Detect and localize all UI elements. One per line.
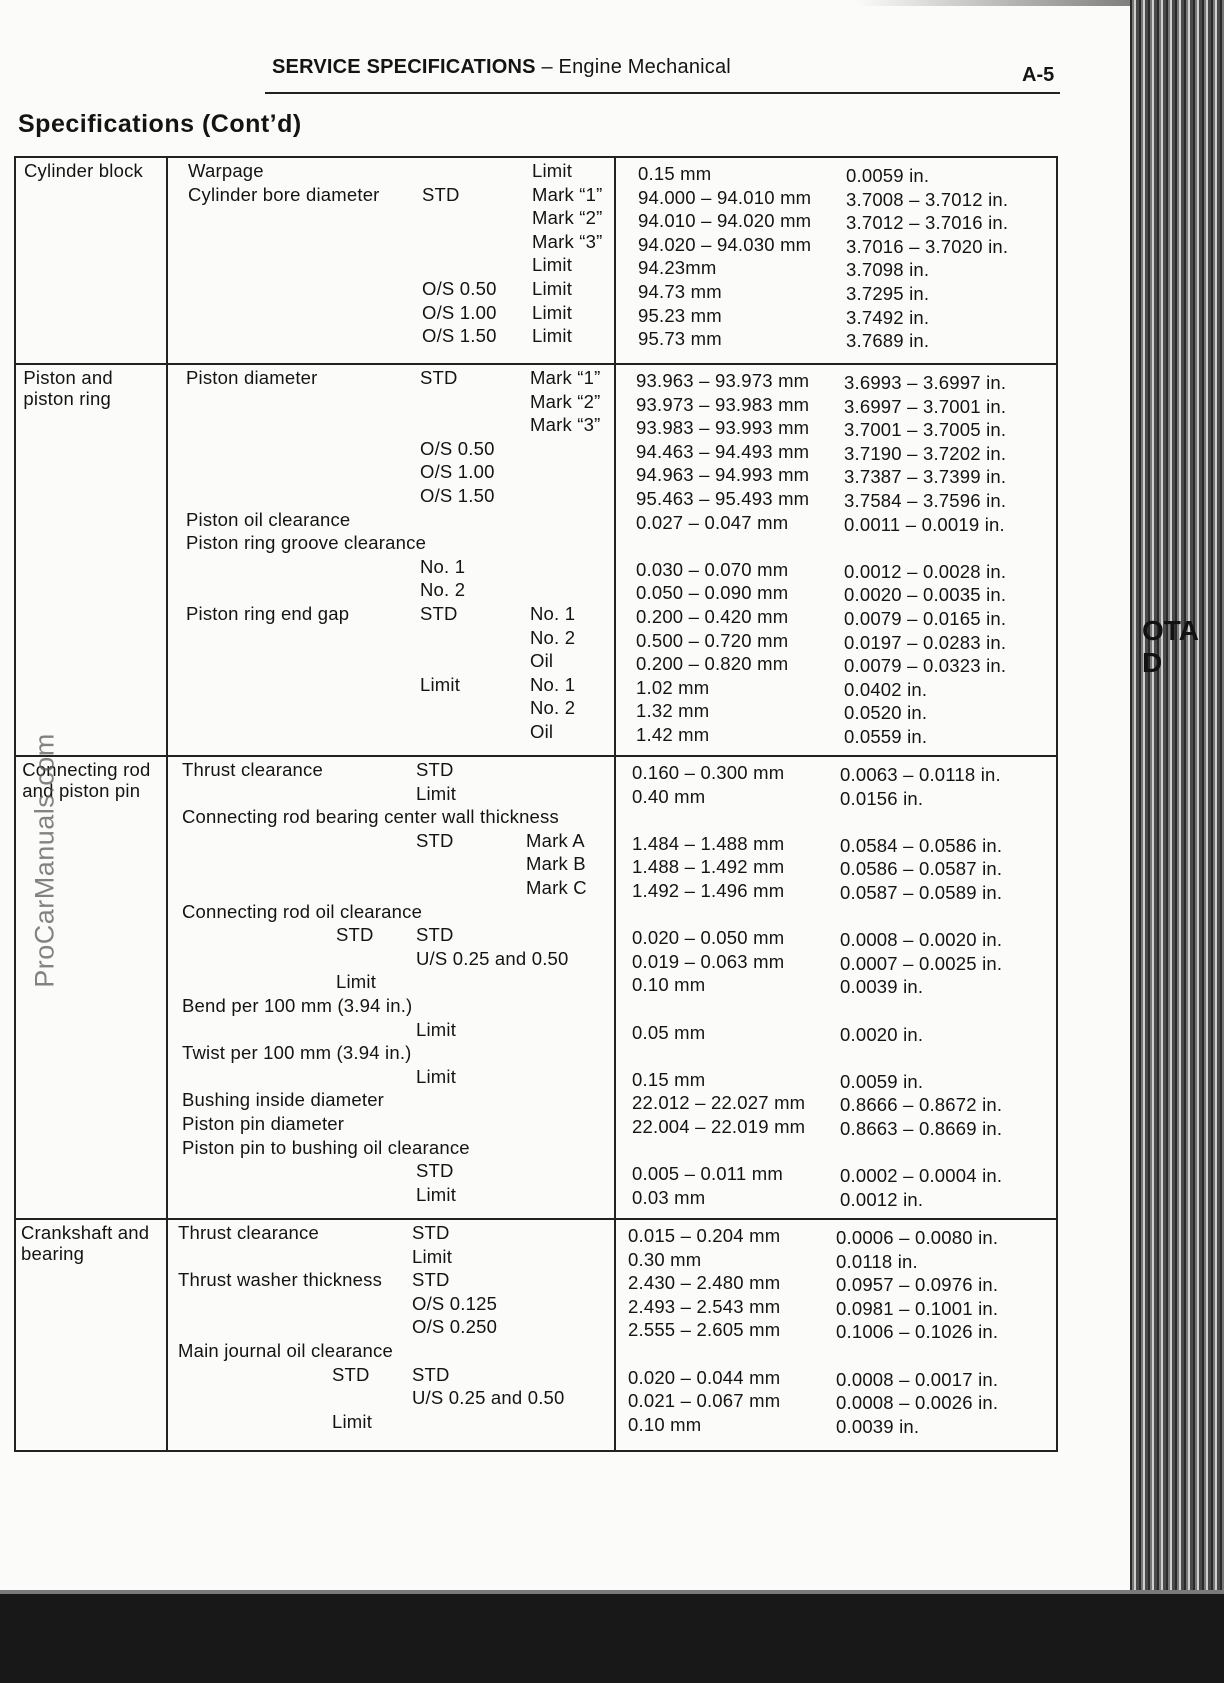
spec-value-in: 0.0587 – 0.0589 in. — [840, 882, 1003, 903]
edge-text-1: OTA — [1142, 615, 1200, 646]
spec-value-mm: 94.73 mm — [638, 281, 722, 302]
spec-value-mm: 95.23 mm — [638, 304, 722, 326]
section-divider — [14, 1218, 1058, 1220]
spec-value-in: 3.7016 – 3.7020 in. — [846, 235, 1009, 257]
spec-value-in: 3.6997 – 3.7001 in. — [844, 395, 1007, 417]
spec-value-mm: 1.492 – 1.496 mm — [632, 880, 785, 901]
spec-item: Main journal oil clearance — [178, 1340, 393, 1361]
spec-value-in: 0.0981 – 0.1001 in. — [836, 1297, 999, 1319]
section-divider — [14, 755, 1058, 757]
spec-value-in: 0.1006 – 0.1026 in. — [836, 1321, 999, 1343]
spec-value-in: 0.0559 in. — [844, 726, 928, 747]
spec-value-in: 3.7008 – 3.7012 in. — [846, 188, 1009, 210]
spec-sub-condition: Mark “2” — [532, 207, 603, 229]
spec-item: Twist per 100 mm (3.94 in.) — [182, 1042, 412, 1064]
spec-value-mm: 93.963 – 93.973 mm — [636, 370, 810, 391]
spec-condition: O/S 0.50 — [422, 278, 497, 299]
spec-item: Bushing inside diameter — [182, 1089, 385, 1111]
spec-condition: Limit — [416, 1183, 457, 1205]
spec-condition: No. 2 — [420, 579, 466, 601]
spec-value-in: 3.7012 – 3.7016 in. — [846, 212, 1009, 234]
spec-value-in: 0.0011 – 0.0019 in. — [844, 513, 1005, 535]
spec-item: Piston ring groove clearance — [186, 532, 427, 554]
spec-value-mm: 94.000 – 94.010 mm — [638, 186, 812, 208]
spec-condition: STD — [416, 924, 454, 946]
spec-condition: Limit — [412, 1245, 453, 1267]
header-rule — [265, 92, 1060, 94]
spec-value-mm: 0.019 – 0.063 mm — [632, 950, 785, 972]
table-top-border — [14, 156, 1058, 158]
spec-item: Piston ring end gap — [186, 603, 350, 624]
spec-value-mm: 0.10 mm — [628, 1413, 702, 1435]
spec-sub-condition: Limit — [532, 278, 573, 299]
spec-value-mm: 0.200 – 0.420 mm — [636, 606, 789, 627]
section-label: Cylinder block — [24, 160, 143, 181]
spec-condition: O/S 0.125 — [412, 1292, 498, 1314]
spec-value-in: 0.0079 – 0.0165 in. — [844, 608, 1007, 629]
section-label: Crankshaft and — [21, 1222, 150, 1243]
spec-value-in: 0.0586 – 0.0587 in. — [840, 858, 1003, 880]
spec-value-in: 0.0957 – 0.0976 in. — [836, 1274, 999, 1296]
spec-value-in: 0.0584 – 0.0586 in. — [840, 834, 1003, 856]
spec-item: Piston diameter — [186, 367, 318, 388]
spec-value-mm: 0.015 – 0.204 mm — [628, 1225, 781, 1246]
section-label: piston ring — [23, 388, 111, 409]
spec-item: Piston oil clearance — [186, 508, 351, 530]
spec-item: Cylinder bore diameter — [188, 183, 380, 205]
spec-sub-condition: Limit — [532, 301, 573, 323]
spec-value-mm: 95.463 – 95.493 mm — [636, 488, 810, 509]
spec-condition: STD — [416, 829, 454, 851]
page-header-title — [272, 56, 731, 79]
spec-value-in: 3.7098 in. — [846, 259, 930, 281]
spec-value-mm: 94.963 – 94.993 mm — [636, 464, 810, 486]
spec-condition: U/S 0.25 and 0.50 — [412, 1387, 565, 1409]
spec-sub-condition: Mark “3” — [530, 414, 601, 436]
spec-value-mm: 1.488 – 1.492 mm — [632, 856, 785, 878]
spec-value-in: 0.8663 – 0.8669 in. — [840, 1118, 1003, 1139]
spec-item: Thrust clearance — [178, 1222, 319, 1243]
spec-condition: STD — [416, 1160, 454, 1182]
spec-value-mm: 1.32 mm — [636, 700, 710, 722]
spec-value-mm: 0.160 – 0.300 mm — [632, 762, 785, 783]
spec-sub-condition: Limit — [532, 325, 573, 347]
spec-value-mm: 0.020 – 0.050 mm — [632, 927, 785, 949]
spec-condition: O/S 1.00 — [420, 461, 495, 483]
spec-condition: STD — [412, 1269, 450, 1291]
spec-value-mm: 0.020 – 0.044 mm — [628, 1366, 781, 1388]
spec-sub-condition: Mark “3” — [532, 230, 603, 252]
spec-value-in: 0.0007 – 0.0025 in. — [840, 952, 1003, 974]
spec-value-mm: 1.42 mm — [636, 724, 710, 745]
spec-value-mm: 94.463 – 94.493 mm — [636, 440, 810, 462]
spec-condition: STD — [422, 183, 460, 205]
spec-condition: STD — [416, 759, 454, 780]
spec-value-in: 3.7001 – 3.7005 in. — [844, 419, 1007, 441]
spec-value-in: 3.7295 in. — [846, 283, 930, 304]
spec-value-mm: 93.983 – 93.993 mm — [636, 417, 810, 439]
section-label: and piston pin — [22, 780, 141, 801]
label-column-divider — [166, 156, 168, 1452]
spec-value-mm: 94.020 – 94.030 mm — [638, 233, 812, 255]
spec-item: Thrust clearance — [182, 759, 323, 780]
spec-value-mm: 0.021 – 0.067 mm — [628, 1390, 781, 1412]
spec-value-mm: 0.10 mm — [632, 974, 706, 996]
spec-item: Connecting rod oil clearance — [182, 900, 423, 922]
spec-value-mm: 0.200 – 0.820 mm — [636, 653, 789, 675]
spec-value-mm: 2.555 – 2.605 mm — [628, 1319, 781, 1341]
spec-item: Limit — [332, 1410, 373, 1432]
spec-value-in: 0.0008 – 0.0020 in. — [840, 929, 1003, 951]
spec-sub-condition: Oil — [530, 650, 554, 672]
spec-value-in: 0.0008 – 0.0017 in. — [836, 1368, 999, 1390]
spec-value-in: 0.0002 – 0.0004 in. — [840, 1165, 1003, 1187]
spec-value-mm: 94.010 – 94.020 mm — [638, 210, 812, 232]
spec-sub-condition: No. 1 — [530, 673, 576, 695]
edge-text-2: D — [1142, 647, 1163, 678]
spec-sub-condition: No. 2 — [530, 697, 576, 719]
spec-sub-condition: No. 1 — [530, 603, 576, 624]
scan-top-edge — [0, 0, 1130, 6]
spec-condition: O/S 1.50 — [422, 325, 497, 347]
spec-value-mm: 0.500 – 0.720 mm — [636, 629, 789, 651]
spec-value-mm: 0.030 – 0.070 mm — [636, 558, 789, 580]
spec-sub-condition: Mark “1” — [532, 183, 603, 205]
page-number: A-5 — [1022, 64, 1055, 86]
spec-condition: Limit — [416, 1018, 457, 1040]
spec-value-in: 0.0020 – 0.0035 in. — [844, 584, 1007, 606]
spec-sub-condition: Oil — [530, 721, 554, 742]
spec-value-in: 3.7190 – 3.7202 in. — [844, 442, 1007, 464]
spec-value-mm: 94.23mm — [638, 257, 717, 279]
header-title-bold: SERVICE SPECIFICATIONS — [272, 56, 536, 78]
spec-value-in: 3.7689 in. — [846, 330, 930, 352]
spec-value-in: 0.0012 in. — [840, 1188, 924, 1210]
spec-item: STD — [332, 1363, 370, 1385]
spec-value-in: 3.7492 in. — [846, 306, 930, 328]
spec-value-in: 0.0039 in. — [836, 1415, 920, 1437]
header-title-rest: – Engine Mechanical — [535, 56, 731, 78]
spec-value-mm: 0.03 mm — [632, 1186, 706, 1208]
spec-value-mm: 0.005 – 0.011 mm — [632, 1163, 783, 1185]
spec-condition: Limit — [420, 673, 461, 695]
section-heading: Specifications (Cont’d) — [18, 110, 302, 138]
spec-value-in: 0.0402 in. — [844, 678, 928, 700]
spec-value-mm: 0.05 mm — [632, 1021, 706, 1043]
spec-value-mm: 1.02 mm — [636, 676, 710, 698]
spec-sub-condition: Mark “1” — [530, 367, 601, 388]
spec-value-in: 0.0039 in. — [840, 976, 924, 998]
spec-item: Thrust washer thickness — [178, 1269, 383, 1291]
spec-condition: STD — [412, 1363, 450, 1385]
spec-sub-condition: Mark C — [526, 877, 587, 898]
spec-value-mm: 0.027 – 0.047 mm — [636, 511, 789, 533]
spec-value-in: 3.7387 – 3.7399 in. — [844, 466, 1007, 488]
spec-sub-condition: No. 2 — [530, 626, 576, 648]
spec-sub-condition: Limit — [532, 160, 573, 181]
spec-condition: STD — [420, 603, 458, 624]
section-label: Connecting rod — [22, 759, 151, 780]
spec-value-mm: 22.004 – 22.019 mm — [632, 1116, 806, 1137]
spec-item: Piston pin to bushing oil clearance — [182, 1136, 470, 1158]
section-label: bearing — [21, 1243, 85, 1264]
section-label: Piston and — [23, 367, 113, 388]
spec-value-mm: 0.40 mm — [632, 785, 706, 807]
spec-item: STD — [336, 924, 374, 946]
spec-condition: Limit — [416, 782, 457, 804]
spec-condition: STD — [412, 1222, 450, 1243]
spec-sub-condition: Mark “2” — [530, 390, 601, 412]
spec-value-in: 0.0520 in. — [844, 702, 928, 724]
spec-value-in: 0.8666 – 0.8672 in. — [840, 1094, 1003, 1116]
value-column-divider — [614, 156, 616, 1452]
spec-value-in: 0.0197 – 0.0283 in. — [844, 631, 1007, 653]
spec-value-in: 0.0079 – 0.0323 in. — [844, 655, 1007, 677]
spec-item: Bend per 100 mm (3.94 in.) — [182, 995, 413, 1016]
spec-value-in: 0.0156 in. — [840, 787, 924, 809]
spec-condition: O/S 0.250 — [412, 1316, 498, 1338]
spec-item: Limit — [336, 971, 377, 993]
spec-condition: O/S 1.00 — [422, 301, 497, 323]
spec-value-mm: 2.493 – 2.543 mm — [628, 1295, 781, 1317]
spec-value-in: 0.0118 in. — [836, 1250, 918, 1272]
spec-sub-condition: Limit — [532, 254, 573, 276]
table-right-border — [1056, 156, 1058, 1452]
spec-value-in: 0.0012 – 0.0028 in. — [844, 560, 1007, 582]
spec-sub-condition: Mark B — [526, 853, 586, 875]
spec-value-in: 0.0008 – 0.0026 in. — [836, 1392, 999, 1414]
spec-value-mm: 93.973 – 93.983 mm — [636, 393, 810, 415]
spec-condition: O/S 0.50 — [420, 437, 495, 459]
spec-condition: STD — [420, 367, 458, 388]
spec-value-in: 0.0059 in. — [846, 165, 930, 186]
table-bottom-border — [14, 1450, 1058, 1452]
scan-right-edge — [1130, 0, 1224, 1683]
spec-value-in: 3.7584 – 3.7596 in. — [844, 490, 1007, 511]
watermark: ProCarManuals.com — [29, 733, 60, 988]
spec-value-in: 0.0059 in. — [840, 1070, 924, 1092]
spec-value-mm: 22.012 – 22.027 mm — [632, 1092, 806, 1114]
spec-value-mm: 0.15 mm — [632, 1068, 706, 1090]
spec-value-mm: 0.050 – 0.090 mm — [636, 582, 789, 604]
spec-value-mm: 1.484 – 1.488 mm — [632, 832, 785, 854]
spec-item: Connecting rod bearing center wall thickness — [182, 806, 559, 828]
spec-value-in: 0.0006 – 0.0080 in. — [836, 1227, 999, 1248]
table-left-border — [14, 156, 16, 1452]
spec-value-mm: 0.30 mm — [628, 1248, 702, 1270]
spec-value-in: 3.6993 – 3.6997 in. — [844, 372, 1007, 393]
spec-value-in: 0.0020 in. — [840, 1023, 924, 1045]
spec-value-in: 0.0063 – 0.0118 in. — [840, 764, 1001, 785]
spec-condition: U/S 0.25 and 0.50 — [416, 947, 569, 969]
spec-condition: Limit — [416, 1065, 457, 1087]
spec-value-mm: 0.15 mm — [638, 163, 712, 184]
spec-condition: No. 1 — [420, 555, 466, 577]
section-divider — [14, 363, 1058, 365]
scan-bottom-edge — [0, 1590, 1224, 1683]
spec-sub-condition: Mark A — [526, 829, 585, 851]
spec-condition: O/S 1.50 — [420, 485, 495, 506]
spec-value-mm: 95.73 mm — [638, 328, 722, 350]
spec-value-mm: 2.430 – 2.480 mm — [628, 1272, 781, 1294]
spec-item: Warpage — [188, 160, 264, 181]
spec-item: Piston pin diameter — [182, 1113, 345, 1134]
